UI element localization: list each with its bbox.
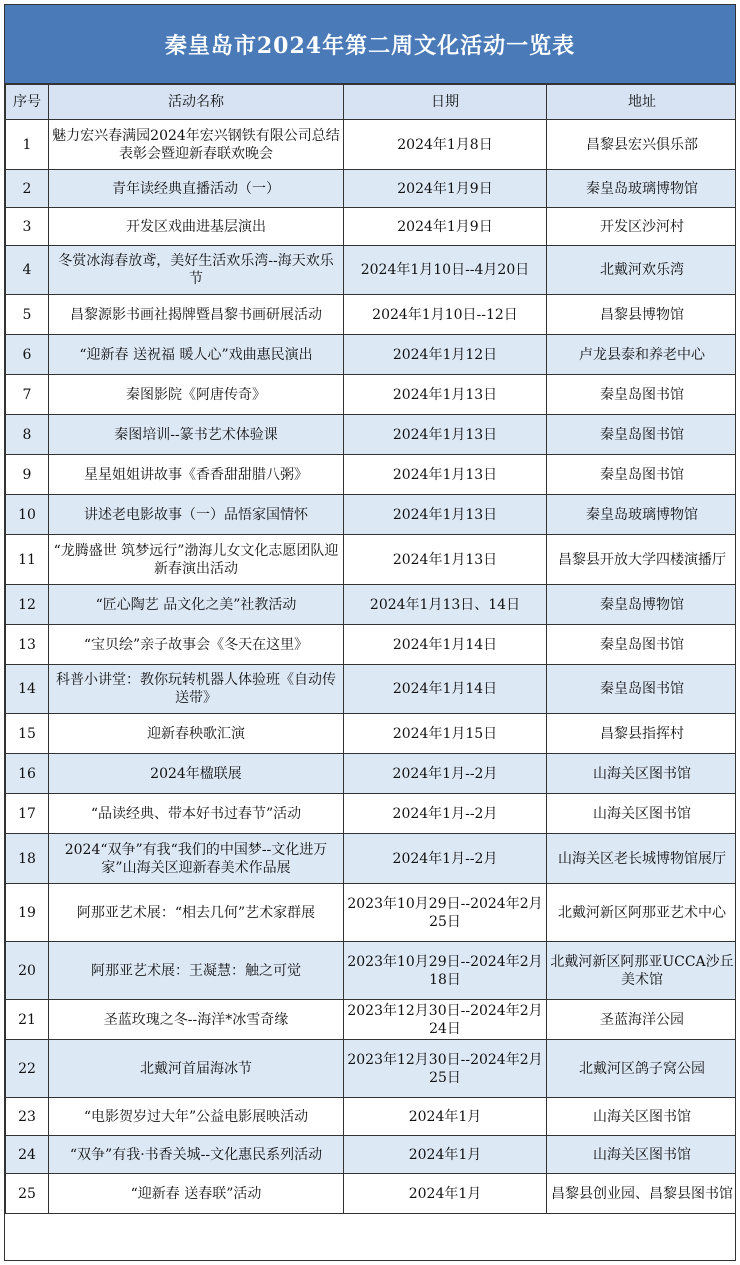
cell-name: 2024年楹联展 [49,754,344,794]
cell-name: “电影贺岁过大年”公益电影展映活动 [49,1098,344,1136]
cell-name: 青年读经典直播活动（一） [49,170,344,208]
cell-no: 17 [6,794,49,834]
cell-no: 22 [6,1040,49,1098]
cell-date: 2023年10月29日--2024年2月25日 [344,884,547,942]
cell-name: 阿那亚艺术展：王凝慧：触之可觉 [49,942,344,1000]
table-row [6,415,737,455]
cell-name: 科普小讲堂：教你玩转机器人体验班《自动传送带》 [49,665,344,714]
cell-place: 秦皇岛图书馆 [547,415,737,455]
cell-name: “双争”有我·书香关城--文化惠民系列活动 [49,1136,344,1174]
table-row [6,495,737,535]
cell-date: 2024年1月13日、14日 [344,585,547,625]
table-row [6,665,737,714]
cell-place: 昌黎县宏兴俱乐部 [547,120,737,170]
cell-place: 圣蓝海洋公园 [547,1000,737,1040]
cell-name: 阿那亚艺术展：“相去几何”艺术家群展 [49,884,344,942]
cell-no: 9 [6,455,49,495]
header-name: 活动名称 [49,85,344,120]
table-row [6,942,737,1000]
cell-no: 11 [6,535,49,585]
table-row [6,246,737,295]
cell-date: 2024年1月10日--12日 [344,295,547,335]
cell-place: 昌黎县指挥村 [547,714,737,754]
cell-date: 2024年1月9日 [344,170,547,208]
cell-date: 2024年1月9日 [344,208,547,246]
cell-date: 2024年1月--2月 [344,754,547,794]
cell-date: 2024年1月14日 [344,665,547,714]
table-row [6,754,737,794]
cell-date: 2024年1月--2月 [344,834,547,884]
table-row [6,834,737,884]
cell-place: 山海关区图书馆 [547,794,737,834]
cell-date: 2024年1月 [344,1174,547,1214]
table-row [6,585,737,625]
activity-sheet [4,4,736,1261]
cell-name: 讲述老电影故事（一）品悟家国情怀 [49,495,344,535]
cell-no: 13 [6,625,49,665]
table-row [6,120,737,170]
cell-date: 2024年1月 [344,1136,547,1174]
cell-place: 卢龙县泰和养老中心 [547,335,737,375]
table-row [6,535,737,585]
cell-no: 6 [6,335,49,375]
cell-no: 18 [6,834,49,884]
cell-place: 秦皇岛玻璃博物馆 [547,170,737,208]
table-row [6,714,737,754]
cell-name: 北戴河首届海冰节 [49,1040,344,1098]
cell-no: 16 [6,754,49,794]
cell-name: “品读经典、带本好书过春节”活动 [49,794,344,834]
cell-date: 2023年12月30日--2024年2月25日 [344,1040,547,1098]
cell-name: 圣蓝玫瑰之冬--海洋*冰雪奇缘 [49,1000,344,1040]
header-no: 序号 [6,85,49,120]
table-row [6,455,737,495]
cell-date: 2024年1月13日 [344,415,547,455]
table-row [6,375,737,415]
cell-date: 2024年1月8日 [344,120,547,170]
cell-place: 秦皇岛图书馆 [547,665,737,714]
page-title: 秦皇岛市2024年第二周文化活动一览表 [164,32,576,59]
cell-date: 2024年1月13日 [344,375,547,415]
cell-place: 北戴河新区阿那亚UCCA沙丘美术馆 [547,942,737,1000]
cell-place: 秦皇岛图书馆 [547,455,737,495]
cell-name: “匠心陶艺 品文化之美”社教活动 [49,585,344,625]
table-row [6,335,737,375]
cell-name: “迎新春 送春联”活动 [49,1174,344,1214]
cell-no: 19 [6,884,49,942]
cell-place: 山海关区图书馆 [547,1136,737,1174]
cell-date: 2024年1月13日 [344,495,547,535]
cell-date: 2023年10月29日--2024年2月18日 [344,942,547,1000]
cell-name: “迎新春 送祝福 暖人心”戏曲惠民演出 [49,335,344,375]
table-row [6,1000,737,1040]
cell-place: 北戴河区鸽子窝公园 [547,1040,737,1098]
cell-name: 秦图培训--篆书艺术体验课 [49,415,344,455]
title-bar [5,5,735,84]
cell-name: 开发区戏曲进基层演出 [49,208,344,246]
cell-date: 2023年12月30日--2024年2月24日 [344,1000,547,1040]
cell-date: 2024年1月10日--4月20日 [344,246,547,295]
table-row [6,1040,737,1098]
cell-place: 昌黎县开放大学四楼演播厅 [547,535,737,585]
cell-date: 2024年1月 [344,1098,547,1136]
cell-no: 3 [6,208,49,246]
cell-date: 2024年1月--2月 [344,794,547,834]
cell-date: 2024年1月14日 [344,625,547,665]
cell-no: 5 [6,295,49,335]
cell-no: 1 [6,120,49,170]
cell-place: 开发区沙河村 [547,208,737,246]
cell-place: 秦皇岛图书馆 [547,375,737,415]
cell-place: 山海关区老长城博物馆展厅 [547,834,737,884]
header-place: 地址 [547,85,737,120]
table-row [6,1136,737,1174]
cell-place: 秦皇岛图书馆 [547,625,737,665]
cell-name: 2024“双争”有我“我们的中国梦--文化进万家”山海关区迎新春美术作品展 [49,834,344,884]
table-row [6,295,737,335]
cell-no: 7 [6,375,49,415]
cell-place: 秦皇岛玻璃博物馆 [547,495,737,535]
cell-no: 24 [6,1136,49,1174]
cell-no: 15 [6,714,49,754]
cell-no: 8 [6,415,49,455]
cell-name: 迎新春秧歌汇演 [49,714,344,754]
cell-no: 4 [6,246,49,295]
header-date: 日期 [344,85,547,120]
cell-no: 12 [6,585,49,625]
cell-date: 2024年1月13日 [344,455,547,495]
table-row [6,208,737,246]
cell-place: 山海关区图书馆 [547,754,737,794]
cell-place: 昌黎县博物馆 [547,295,737,335]
cell-date: 2024年1月15日 [344,714,547,754]
cell-no: 2 [6,170,49,208]
cell-place: 秦皇岛博物馆 [547,585,737,625]
cell-place: 北戴河新区阿那亚艺术中心 [547,884,737,942]
cell-name: “龙腾盛世 筑梦远行”渤海儿女文化志愿团队迎新春演出活动 [49,535,344,585]
header-row [6,85,737,120]
cell-name: “宝贝绘”亲子故事会《冬天在这里》 [49,625,344,665]
cell-no: 25 [6,1174,49,1214]
cell-name: 秦图影院《阿唐传奇》 [49,375,344,415]
activity-table [5,84,736,1214]
cell-no: 14 [6,665,49,714]
cell-place: 山海关区图书馆 [547,1098,737,1136]
cell-name: 星星姐姐讲故事《香香甜甜腊八粥》 [49,455,344,495]
table-row [6,625,737,665]
cell-name: 冬赏冰海春放鸢，美好生活欢乐湾--海天欢乐节 [49,246,344,295]
cell-no: 10 [6,495,49,535]
cell-name: 魅力宏兴春满园2024年宏兴钢铁有限公司总结表彰会暨迎新春联欢晚会 [49,120,344,170]
cell-no: 23 [6,1098,49,1136]
table-row [6,1174,737,1214]
table-row [6,170,737,208]
table-row [6,1098,737,1136]
cell-date: 2024年1月13日 [344,535,547,585]
cell-date: 2024年1月12日 [344,335,547,375]
table-row [6,884,737,942]
cell-no: 21 [6,1000,49,1040]
cell-place: 北戴河欢乐湾 [547,246,737,295]
table-row [6,794,737,834]
cell-place: 昌黎县创业园、昌黎县图书馆 [547,1174,737,1214]
cell-name: 昌黎源影书画社揭牌暨昌黎书画研展活动 [49,295,344,335]
cell-no: 20 [6,942,49,1000]
